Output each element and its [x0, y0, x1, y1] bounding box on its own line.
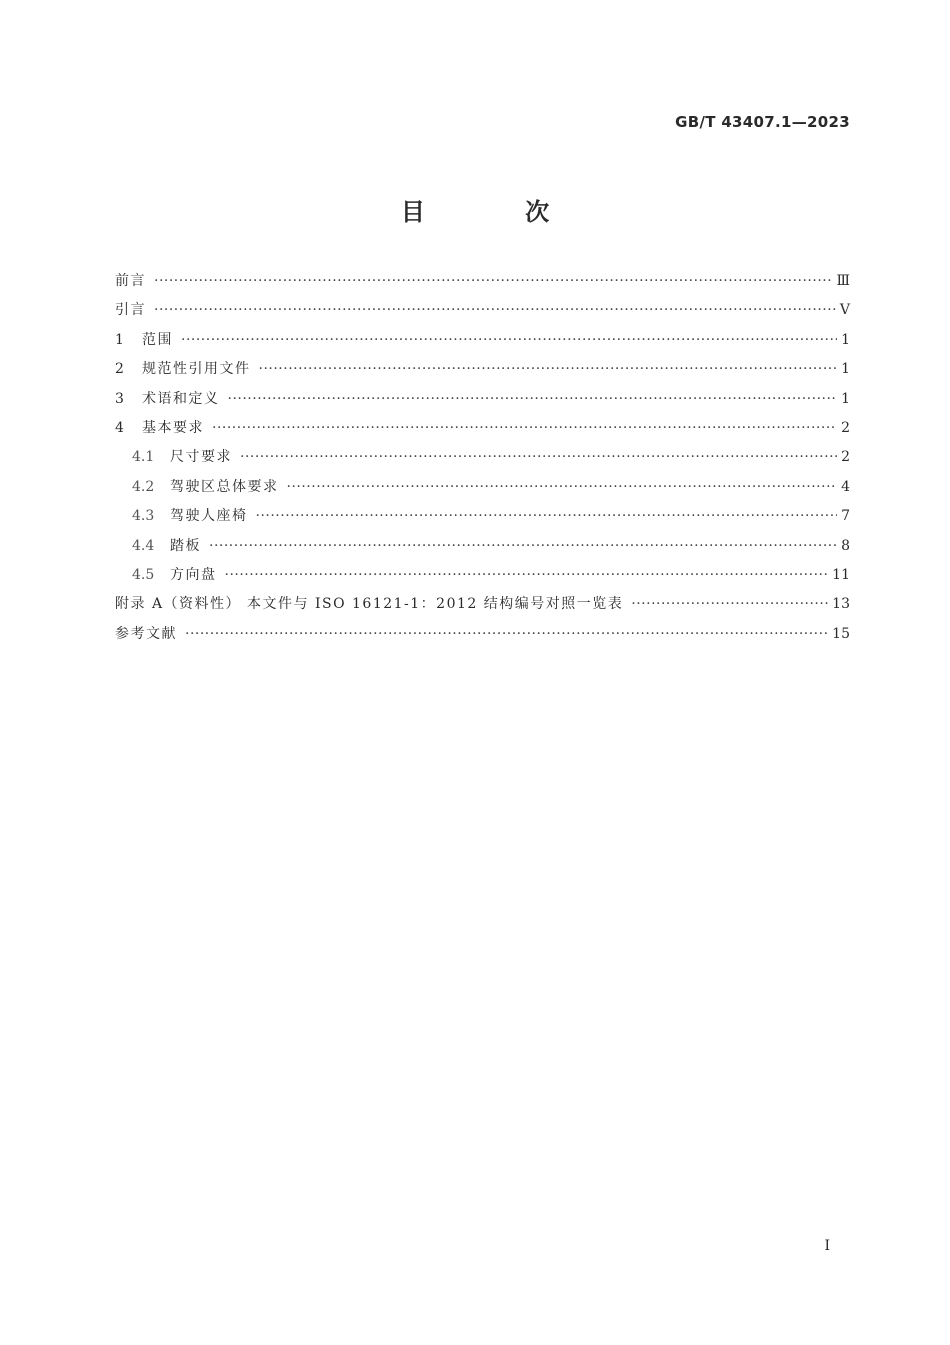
toc-entry-normative-references[interactable] — [115, 358, 850, 387]
toc-entry-terms-definitions[interactable] — [115, 388, 850, 417]
toc-leader-dots — [228, 391, 838, 407]
toc-entry-number: 4.3 — [132, 508, 155, 525]
toc-entry-page: 7 — [841, 508, 850, 525]
toc-entry-label: 术语和定义 — [142, 390, 220, 407]
toc-entry-number: 4.4 — [132, 537, 155, 554]
toc-entry-number: 1 — [115, 331, 124, 348]
toc-entry-label: 尺寸要求 — [170, 449, 232, 466]
toc-entry-label: 参考文献 — [115, 625, 177, 642]
toc-entry-page: Ⅲ — [836, 273, 850, 289]
toc-entry-foreword[interactable] — [115, 270, 850, 299]
toc-entry-page: 15 — [832, 625, 850, 642]
toc-leader-dots — [631, 596, 829, 612]
toc-entry-pedals[interactable] — [115, 535, 850, 564]
toc-leader-dots — [240, 449, 837, 465]
toc-entry-page: 2 — [841, 449, 850, 466]
toc-entry-steering-wheel[interactable] — [115, 564, 850, 593]
toc-leader-dots — [287, 479, 838, 495]
toc-leader-dots — [225, 567, 830, 583]
toc-entry-label: 引言 — [115, 302, 146, 319]
toc-entry-cab-general-requirements[interactable] — [115, 476, 850, 505]
toc-entry-label: 范围 — [142, 331, 173, 348]
toc-entry-label: 规范性引用文件 — [142, 361, 251, 378]
toc-entry-annex-a[interactable] — [115, 593, 850, 622]
toc-entry-dimension-requirements[interactable] — [115, 446, 850, 475]
toc-entry-number: 3 — [115, 390, 124, 407]
toc-entry-number: 4.5 — [132, 566, 155, 583]
toc-entry-scope[interactable] — [115, 329, 850, 358]
toc-entry-page: 13 — [832, 596, 850, 613]
toc-entry-label: 驾驶区总体要求 — [170, 478, 279, 495]
toc-leader-dots — [154, 302, 837, 318]
toc-leader-dots — [185, 626, 829, 642]
toc-entry-number: 4.1 — [132, 449, 155, 466]
toc-entry-driver-seat[interactable] — [115, 505, 850, 534]
toc-entry-label: 踏板 — [170, 537, 201, 554]
toc-entry-label: 基本要求 — [142, 419, 204, 436]
toc-entry-basic-requirements[interactable] — [115, 417, 850, 446]
table-of-contents — [115, 270, 850, 652]
toc-entry-page: 1 — [841, 390, 850, 407]
toc-title: 目 次 — [400, 198, 596, 226]
toc-entry-page: 1 — [841, 361, 850, 378]
toc-entry-page: 11 — [832, 566, 850, 583]
toc-leader-dots — [212, 420, 837, 436]
toc-entry-bibliography[interactable] — [115, 623, 850, 652]
toc-entry-page: Ⅴ — [839, 302, 850, 319]
toc-entry-label: 方向盘 — [170, 566, 217, 583]
toc-leader-dots — [256, 508, 838, 524]
toc-leader-dots — [154, 273, 833, 289]
toc-entry-label: 驾驶人座椅 — [170, 508, 248, 525]
toc-entry-number: 4 — [115, 419, 124, 436]
toc-entry-page: 1 — [841, 331, 850, 348]
toc-leader-dots — [181, 332, 837, 348]
toc-entry-introduction[interactable] — [115, 299, 850, 328]
toc-entry-number: 4.2 — [132, 478, 155, 495]
toc-entry-page: 4 — [841, 478, 850, 495]
toc-entry-label: 前言 — [115, 273, 146, 289]
toc-leader-dots — [259, 361, 838, 377]
page-number: Ⅰ — [824, 1238, 830, 1254]
toc-entry-page: 8 — [841, 537, 850, 554]
standard-code: GB/T 43407.1—2023 — [675, 113, 850, 131]
toc-entry-number: 2 — [115, 361, 124, 378]
toc-entry-label: 附录 A（资料性） 本文件与 ISO 16121-1：2012 结构编号对照一览表 — [115, 596, 624, 613]
toc-leader-dots — [209, 538, 837, 554]
toc-entry-page: 2 — [841, 419, 850, 436]
